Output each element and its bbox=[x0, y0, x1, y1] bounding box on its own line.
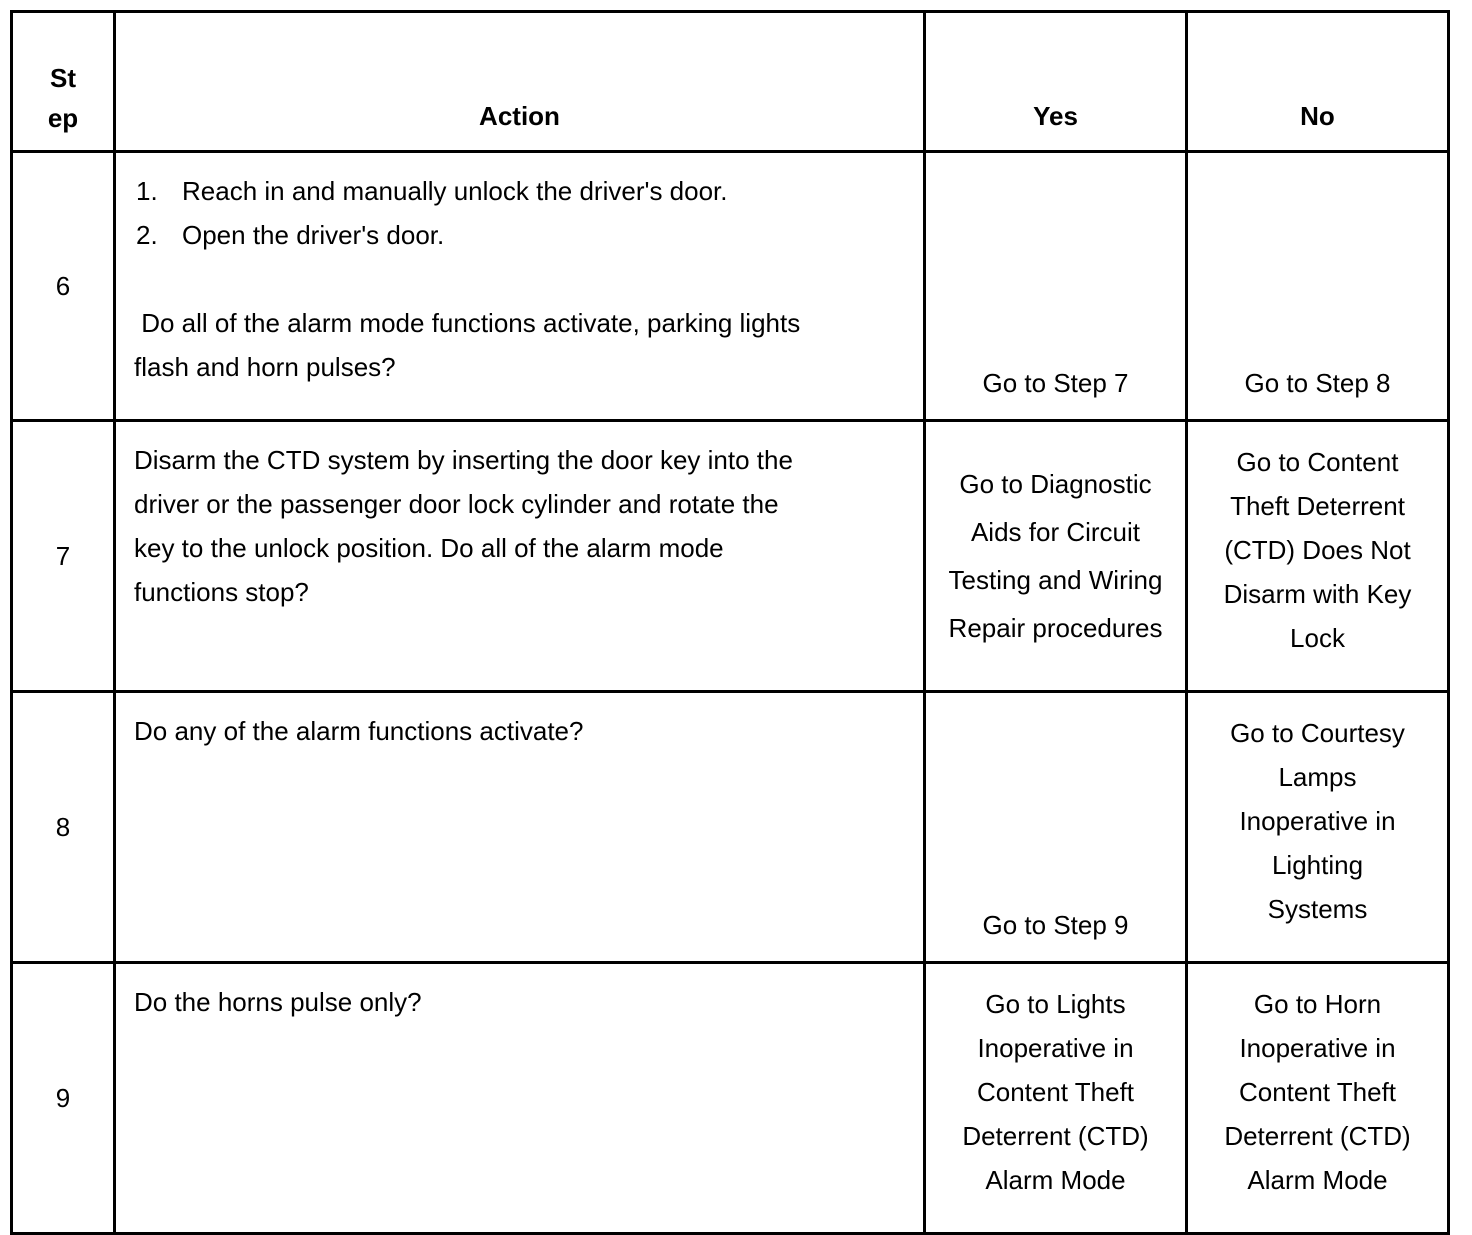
step-number: 6 bbox=[12, 152, 115, 421]
list-item: 2. Open the driver's door. bbox=[136, 220, 445, 250]
table-row bbox=[12, 963, 1449, 1234]
header-row bbox=[12, 12, 1449, 152]
header-no: No bbox=[1187, 12, 1449, 152]
action-steps-list bbox=[134, 169, 903, 257]
table-row bbox=[12, 421, 1449, 692]
yes-cell: Go to Diagnostic Aids for Circuit Testing and Wiring Repair procedures bbox=[925, 421, 1187, 692]
list-item: 1. Reach in and manually unlock the driver's door. bbox=[136, 176, 728, 206]
table-row bbox=[12, 152, 1449, 421]
no-cell: Go to Horn Inoperative in Content Theft Deterrent (CTD) Alarm Mode bbox=[1187, 963, 1449, 1234]
step-number: 7 bbox=[12, 421, 115, 692]
header-step: St ep bbox=[12, 12, 115, 152]
action-cell: Disarm the CTD system by inserting the door key into the driver or the passenger door lock cylinder and rotate the key to the unlock position. Do all of the alarm mode functions stop? bbox=[115, 421, 925, 692]
step-number: 9 bbox=[12, 963, 115, 1234]
no-cell: Go to Content Theft Deterrent (CTD) Does Not Disarm with Key Lock bbox=[1187, 421, 1449, 692]
action-cell: Do any of the alarm functions activate? bbox=[115, 692, 925, 963]
table-row bbox=[12, 692, 1449, 963]
yes-cell: Go to Step 9 bbox=[925, 692, 1187, 963]
step-number: 8 bbox=[12, 692, 115, 963]
no-cell: Go to Step 8 bbox=[1187, 152, 1449, 421]
yes-cell: Go to Lights Inoperative in Content Theft Deterrent (CTD) Alarm Mode bbox=[925, 963, 1187, 1234]
action-cell bbox=[115, 152, 925, 421]
action-question: Do all of the alarm mode functions activate, parking lights flash and horn pulses? bbox=[134, 308, 801, 382]
yes-cell: Go to Step 7 bbox=[925, 152, 1187, 421]
action-cell: Do the horns pulse only? bbox=[115, 963, 925, 1234]
diagnostic-table bbox=[10, 10, 1450, 1235]
header-yes: Yes bbox=[925, 12, 1187, 152]
no-cell: Go to Courtesy Lamps Inoperative in Lighting Systems bbox=[1187, 692, 1449, 963]
header-action: Action bbox=[115, 12, 925, 152]
